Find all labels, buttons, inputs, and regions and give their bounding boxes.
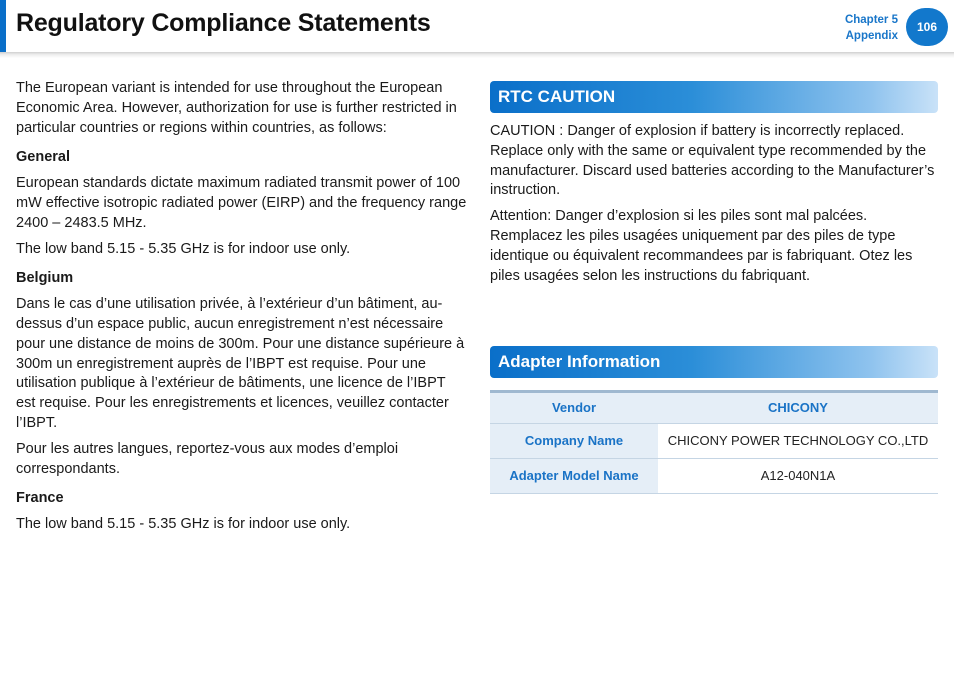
table-cell-key: Adapter Model Name xyxy=(490,459,658,494)
rtc-caution-english: CAUTION : Danger of explosion if battery is incorrectly replaced. Replace only with the same or equivalent type recommended by the manufacturer. Discard used batteries according to the Manufacturer’s instruction. xyxy=(490,123,935,199)
general-paragraph-1: European standards dictate maximum radiated transmit power of 100 mW effective isotropic radiated power (EIRP) and the frequency range 2400 – 2483.5 MHz. xyxy=(16,175,467,231)
page-title: Regulatory Compliance Statements xyxy=(16,9,431,37)
france-heading: France xyxy=(16,490,64,507)
adapter-information-header: Adapter Information xyxy=(490,346,938,378)
table-header-chicony: CHICONY xyxy=(658,392,938,424)
table-cell-value: A12-040N1A xyxy=(658,459,938,494)
rtc-caution-body xyxy=(490,122,938,286)
rtc-caution-french: Attention: Danger d’explosion si les piles sont mal palcées. Remplacez les piles usagées uniquement par des piles de type identique ou équivalent recommandees par is fabriquant. Otez les piles usagées selon les instructions du fabriquant. xyxy=(490,208,913,284)
left-column xyxy=(16,79,468,541)
table-header-vendor: Vendor xyxy=(490,392,658,424)
header-divider xyxy=(0,52,954,58)
belgium-heading: Belgium xyxy=(16,270,74,287)
right-column xyxy=(490,81,938,494)
adapter-info-table xyxy=(490,390,938,494)
table-cell-value: CHICONY POWER TECHNOLOGY CO.,LTD xyxy=(658,424,938,459)
rtc-caution-header: RTC CAUTION xyxy=(490,81,938,113)
table-row xyxy=(490,424,938,459)
belgium-paragraph-2: Pour les autres langues, reportez-vous aux modes d’emploi correspondants. xyxy=(16,440,399,477)
header-accent-bar xyxy=(0,0,6,52)
intro-paragraph: The European variant is intended for use throughout the European Economic Area. However, authorization for use is further restricted in particular countries or regions within countries, as follows: xyxy=(16,80,457,136)
general-heading: General xyxy=(16,149,70,166)
belgium-paragraph-1: Dans le cas d’une utilisation privée, à l’extérieur d’un bâtiment, au-dessus d’un espace public, aucun enregistrement n’est nécessaire pour une distance de moins de 300m. Pour une distance supérieure à 300m un enregistrement auprès de l’IBPT est requise. Pour une utilisation publique à l’extérieur de bâtiments, une licence de l’IBPT est requise. Pour les enregistrements et licences, veuillez contacter l’IBPT. xyxy=(16,296,465,431)
chapter-label xyxy=(845,12,898,44)
general-paragraph-2: The low band 5.15 - 5.35 GHz is for indoor use only. xyxy=(16,240,351,257)
chapter-section: Appendix xyxy=(845,30,898,42)
page-number-badge: 106 xyxy=(906,8,948,46)
france-paragraph-1: The low band 5.15 - 5.35 GHz is for indoor use only. xyxy=(16,516,351,533)
table-cell-key: Company Name xyxy=(490,424,658,459)
table-header-row xyxy=(490,392,938,424)
table-row xyxy=(490,459,938,494)
chapter-number: Chapter 5 xyxy=(844,14,898,26)
